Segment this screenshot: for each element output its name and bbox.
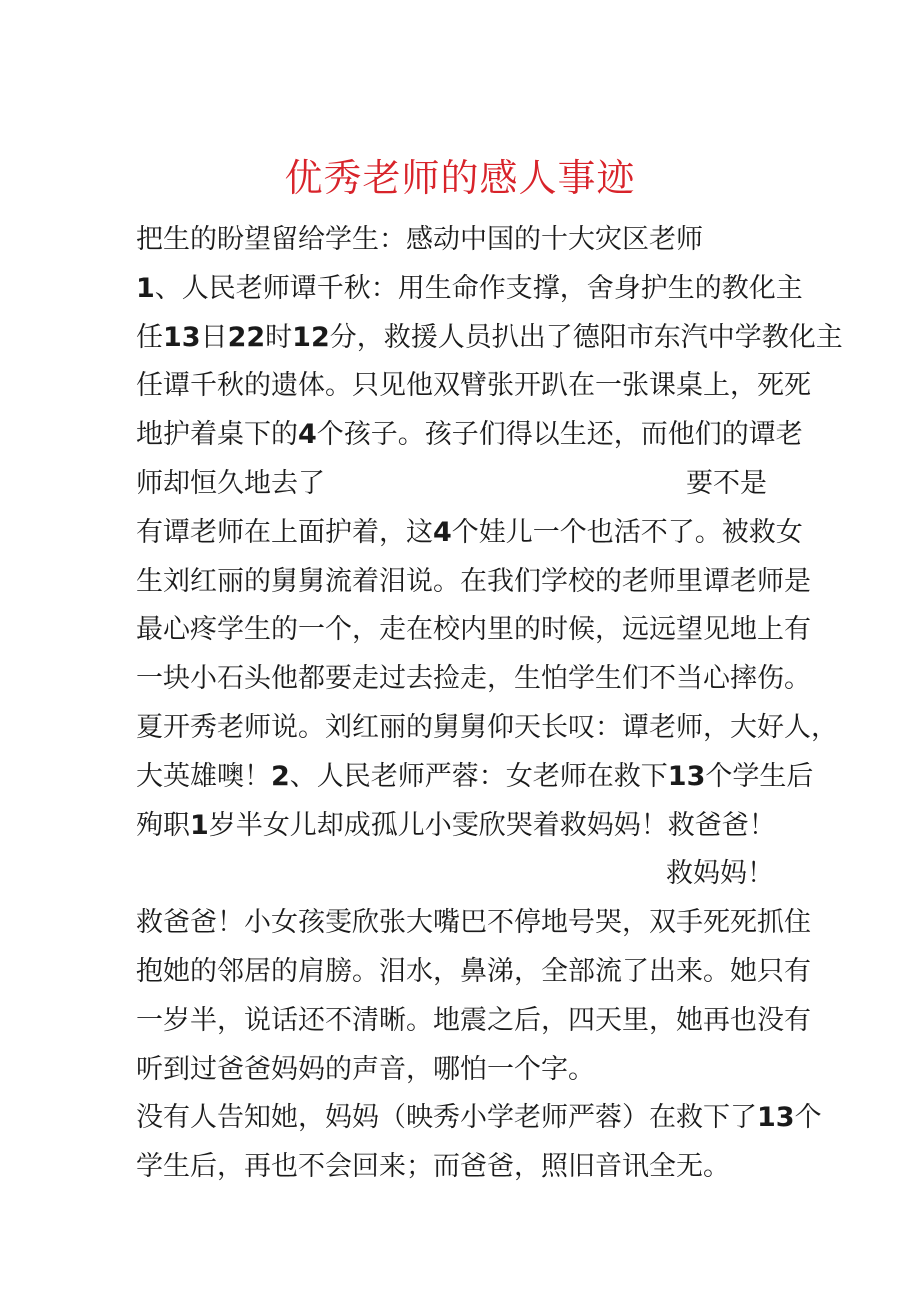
body-line [136, 850, 806, 899]
text-run: 个 [794, 1102, 822, 1134]
number-run: 4 [298, 419, 317, 451]
body-line [136, 802, 806, 851]
text-run: 一块小石头他都要走过去捡走，生怕学生们不当心摔伤。 [136, 663, 811, 695]
body-line [136, 314, 843, 363]
number-run: 22 [227, 321, 266, 353]
number-run: 13 [667, 760, 706, 792]
text-run: 大英雄噢！ [136, 760, 271, 792]
text-run: 任谭千秋的遗体。只见他双臂张开趴在一张课桌上，死死 [136, 370, 811, 402]
text-run: 、人民老师严蓉：女老师在救下 [289, 760, 668, 792]
text-run: 师却恒久地去了 [136, 467, 325, 499]
body-line [136, 704, 838, 753]
text-run: 日 [200, 321, 228, 353]
body-line [136, 265, 806, 314]
text-run: 救妈妈！ [666, 858, 774, 890]
text-run: 最心疼学生的一个，走在校内里的时候，远远望见地上有 [136, 614, 811, 646]
body-line [136, 948, 811, 997]
number-run: 13 [757, 1102, 795, 1134]
number-run: 12 [292, 321, 330, 353]
number-run: 4 [433, 516, 452, 548]
body-line [136, 509, 806, 558]
body-line [136, 997, 811, 1046]
number-run: 1 [190, 809, 209, 841]
body-line [136, 411, 806, 460]
text-run: 夏开秀老师说。刘红丽的舅舅仰天长叹：谭老师，大好人， [136, 711, 838, 743]
text-run: 殉职 [136, 809, 190, 841]
body-line [136, 1143, 806, 1192]
text-run: 个孩子。孩子们得以生还，而他们的谭老 [316, 419, 803, 451]
body-line [136, 899, 811, 948]
section-number: 2 [271, 760, 290, 792]
text-run: 听到过爸爸妈妈的声音，哪怕一个字。 [136, 1053, 595, 1085]
body-line [136, 558, 811, 607]
body-line [136, 362, 811, 411]
text-run: 有谭老师在上面护着，这 [136, 516, 433, 548]
body-line [136, 753, 814, 802]
text-run: 救爸爸！小女孩雯欣张大嘴巴不停地号哭，双手死死抓住 [136, 907, 811, 939]
document-body [136, 216, 843, 1192]
text-run: 学生后，再也不会回来；而爸爸，照旧音讯全无。 [136, 1151, 730, 1183]
text-run: 要不是 [686, 467, 767, 499]
text-run: 任 [136, 321, 163, 353]
text-run: 岁半女儿却成孤儿小雯欣哭着救妈妈！救爸爸！ [208, 809, 776, 841]
text-run: 生刘红丽的舅舅流着泪说。在我们学校的老师里谭老师是 [136, 565, 811, 597]
body-line [136, 1094, 822, 1143]
text-run: 个娃儿一个也活不了。被救女 [451, 516, 803, 548]
text-run: 个学生后 [705, 760, 814, 792]
number-run: 13 [163, 321, 201, 353]
body-line [136, 216, 806, 265]
text-run: 一岁半，说话还不清晰。地震之后，四天里，她再也没有 [136, 1004, 811, 1036]
text-run: 没有人告知她，妈妈（映秀小学老师严蓉）在救下了 [136, 1102, 757, 1134]
text-run: 地护着桌下的 [136, 419, 298, 451]
body-line [136, 460, 806, 509]
body-line [136, 606, 811, 655]
document-title: 优秀老师的感人事迹 [284, 156, 636, 200]
section-number: 1 [136, 272, 155, 304]
body-line [136, 655, 811, 704]
text-run: 把生的盼望留给学生：感动中国的十大灾区老师 [136, 224, 703, 255]
text-run: 时 [265, 321, 293, 353]
text-run: 分，救援人员扒出了德阳市东汽中学教化主 [329, 321, 843, 353]
text-run: 抱她的邻居的肩膀。泪水，鼻涕，全部流了出来。她只有 [136, 955, 811, 987]
text-run: 、人民老师谭千秋：用生命作支撑，舍身护生的教化主 [154, 272, 803, 304]
body-line [136, 1046, 806, 1095]
